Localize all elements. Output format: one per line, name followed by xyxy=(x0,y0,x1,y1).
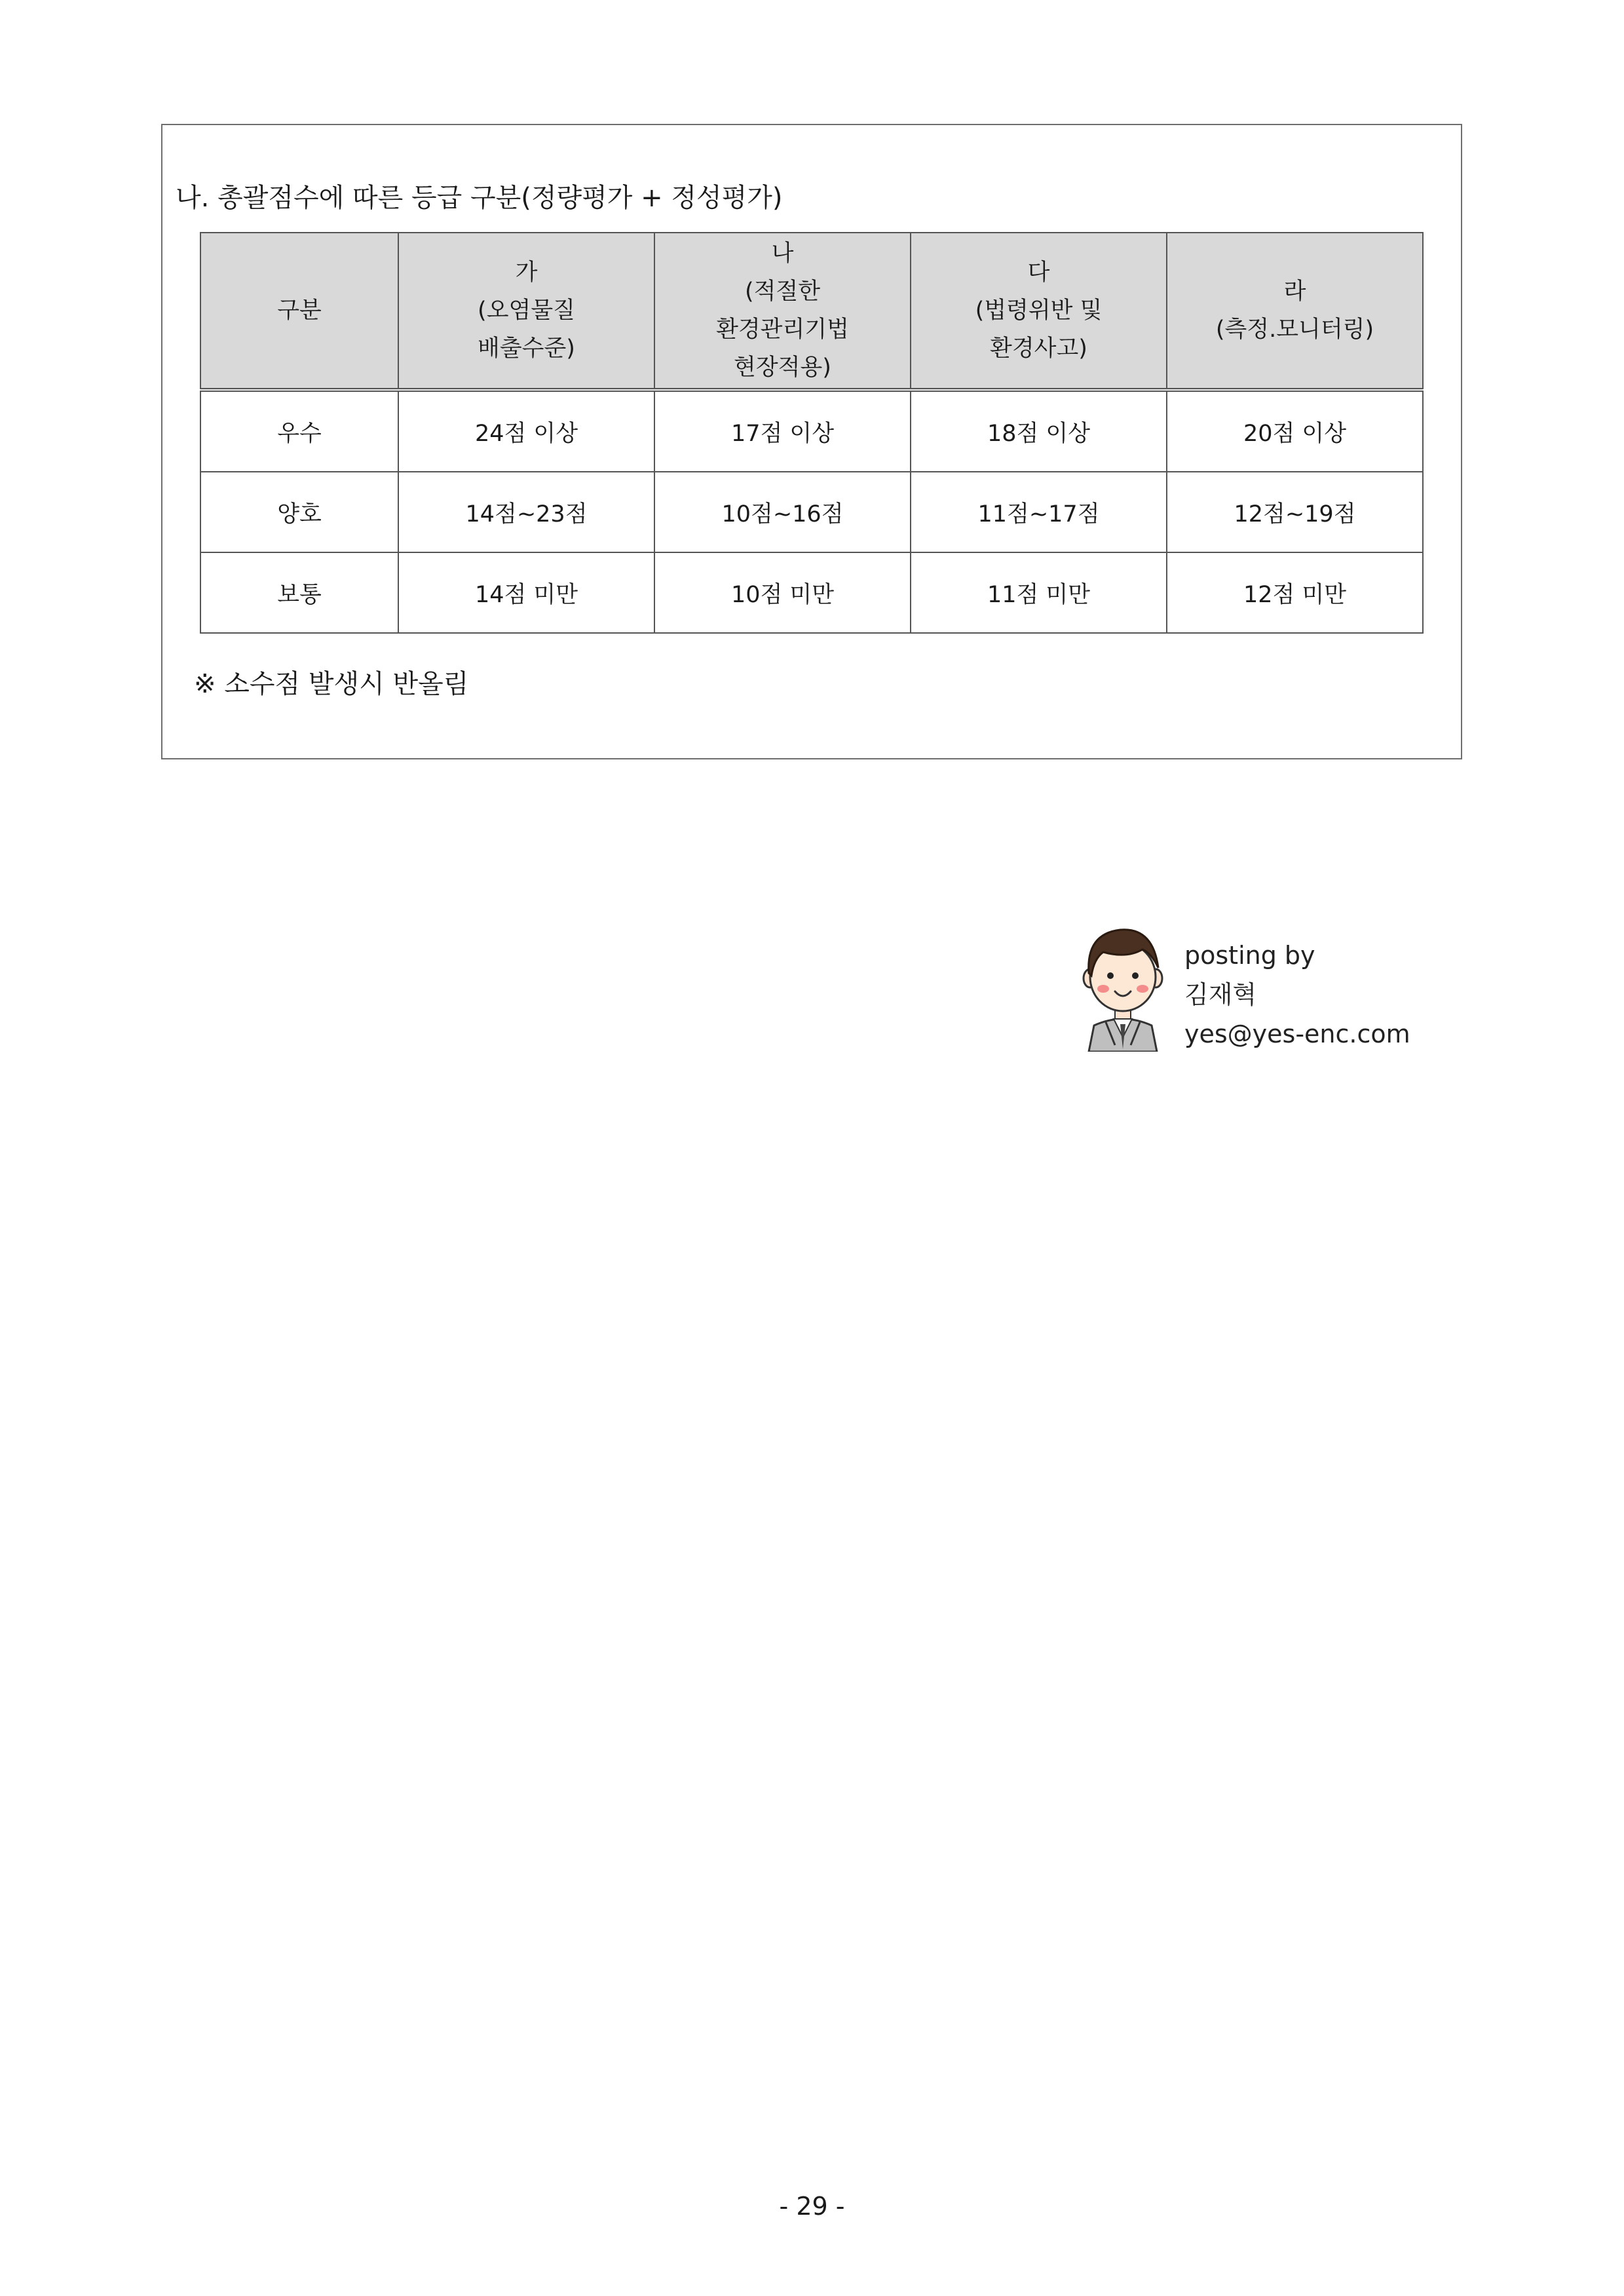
table-row xyxy=(200,390,1423,472)
page-number: - 29 - xyxy=(779,2192,845,2221)
table-cell: 12점~19점 xyxy=(1167,472,1423,552)
grade-table xyxy=(200,232,1424,634)
posting-label: posting by xyxy=(1184,941,1315,970)
header-line: (측정.모니터링) xyxy=(1215,316,1374,343)
header-line: (오염물질 xyxy=(478,297,575,324)
table-row xyxy=(200,472,1423,552)
table-cell: 보통 xyxy=(200,552,398,633)
header-line: 나 xyxy=(771,240,794,267)
header-category xyxy=(200,233,398,390)
header-ga xyxy=(398,233,654,390)
header-line: 배출수준) xyxy=(478,335,575,362)
header-line: 현장적용) xyxy=(734,354,831,381)
header-line: (법령위반 및 xyxy=(975,297,1103,324)
header-ra xyxy=(1167,233,1423,390)
header-line: 라 xyxy=(1283,278,1306,305)
rounding-note: ※ 소수점 발생시 반올림 xyxy=(194,669,469,699)
table-cell: 24점 이상 xyxy=(398,390,654,472)
table-cell: 10점 미만 xyxy=(654,552,911,633)
table-cell: 14점 미만 xyxy=(398,552,654,633)
table-cell: 10점~16점 xyxy=(654,472,911,552)
table-header-row xyxy=(200,233,1423,390)
table-cell: 11점 미만 xyxy=(911,552,1167,633)
table-cell: 우수 xyxy=(200,390,398,472)
table-cell: 12점 미만 xyxy=(1167,552,1423,633)
header-na xyxy=(654,233,911,390)
table-cell: 18점 이상 xyxy=(911,390,1167,472)
table-row xyxy=(200,552,1423,633)
table-cell: 14점~23점 xyxy=(398,472,654,552)
table-cell: 20점 이상 xyxy=(1167,390,1423,472)
header-da xyxy=(911,233,1167,390)
header-line: 가 xyxy=(515,259,538,286)
header-line: 구분 xyxy=(277,297,322,324)
table-cell: 11점~17점 xyxy=(911,472,1167,552)
section-title: 나. 총괄점수에 따른 등급 구분(정량평가 + 정성평가) xyxy=(176,183,783,213)
author-avatar-icon xyxy=(1074,921,1171,1052)
author-name: 김재혁 xyxy=(1184,980,1257,1009)
table-cell: 17점 이상 xyxy=(654,390,911,472)
header-line: 다 xyxy=(1027,259,1050,286)
header-line: 환경사고) xyxy=(990,335,1087,362)
header-line: 환경관리기법 xyxy=(716,316,849,343)
author-info xyxy=(1184,936,1410,1054)
author-email: yes@yes-enc.com xyxy=(1184,1020,1410,1048)
table-cell: 양호 xyxy=(200,472,398,552)
header-line: (적절한 xyxy=(744,278,821,305)
